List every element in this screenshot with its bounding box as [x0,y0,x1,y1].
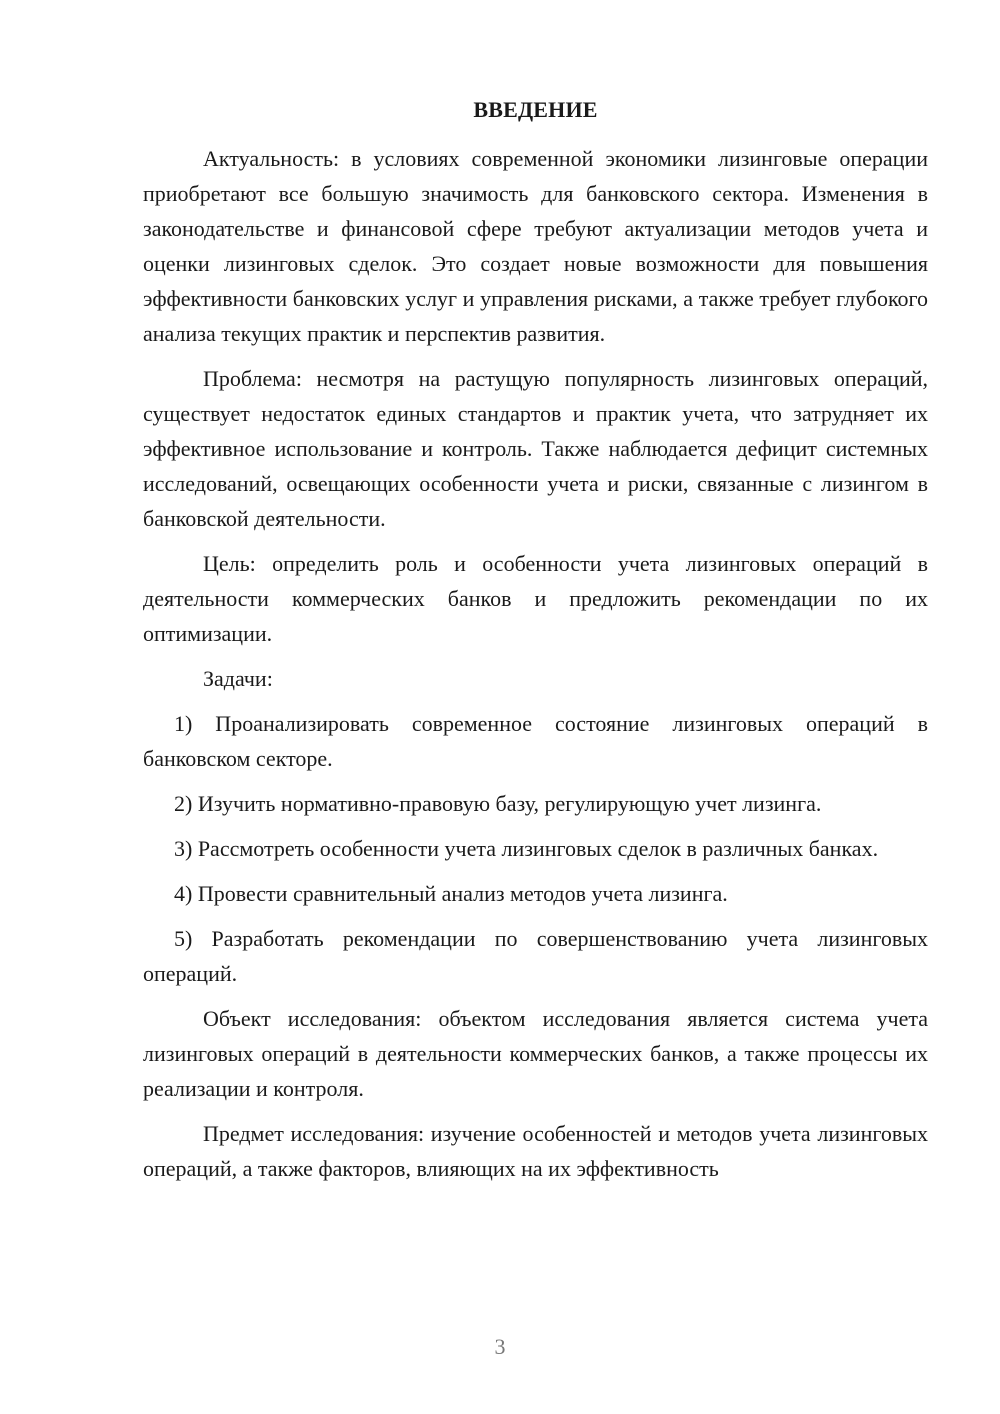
paragraph-subject: Предмет исследования: изучение особенностей и методов учета лизинговых операций, а также факторов, влияющих на их эффективность [143,1121,928,1181]
document-page [143,92,928,1196]
paragraph-problem: Проблема: несмотря на растущую популярность лизинговых операций, существует недостаток единых стандартов и практик учета, что затрудняет их эффективное использование и контроль. Также наблюдается дефицит системных исследований, освещающих особенности учета и риски, связанные с лизингом в банковской деятельности. [143,366,928,531]
page-number: 3 [494,1334,506,1359]
task-item: 5) Разработать рекомендации по совершенствованию учета лизинговых операций. [143,926,928,986]
task-item: 3) Рассмотреть особенности учета лизинговых сделок в различных банках. [174,836,879,861]
task-item: 4) Провести сравнительный анализ методов учета лизинга. [174,881,728,906]
task-item: 2) Изучить нормативно-правовую базу, регулирующую учет лизинга. [174,791,822,816]
paragraph-relevance: Актуальность: в условиях современной экономики лизинговые операции приобретают все большую значимость для банковского сектора. Изменения в законодательстве и финансовой сфере требуют актуализации методов учета и оценки лизинговых сделок. Это создает новые возможности для повышения эффективности банковских услуг и управления рисками, а также требует глубокого анализа текущих практик и перспектив развития. [143,146,928,346]
page-title: ВВЕДЕНИЕ [473,97,598,122]
tasks-heading: Задачи: [203,666,273,691]
paragraph-goal: Цель: определить роль и особенности учета лизинговых операций в деятельности коммерческих банков и предложить рекомендации по их оптимизации. [143,551,928,646]
task-item: 1) Проанализировать современное состояние лизинговых операций в банковском секторе. [143,711,928,771]
paragraph-object: Объект исследования: объектом исследования является система учета лизинговых операций в деятельности коммерческих банков, а также процессы их реализации и контроля. [143,1006,928,1101]
